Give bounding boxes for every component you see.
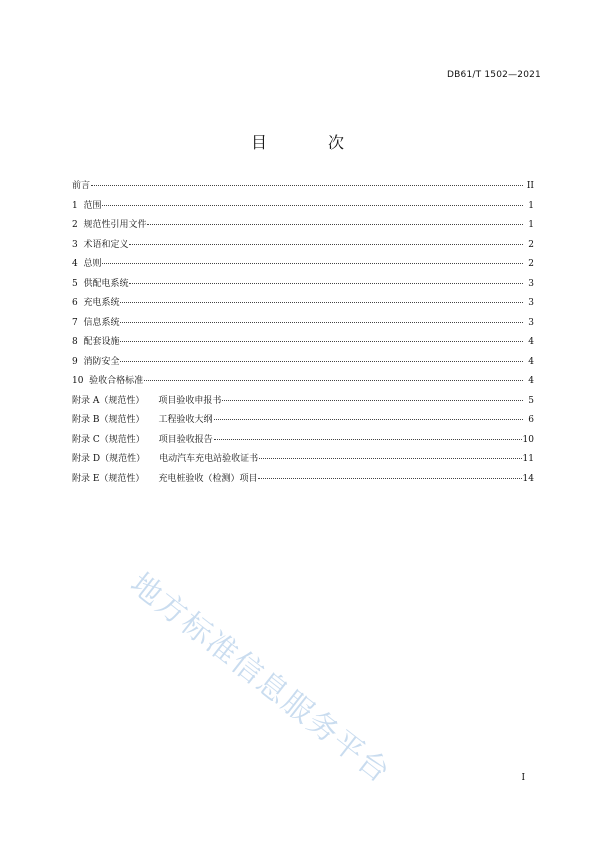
toc-subtitle: 电动汽车充电站验收证书 (159, 454, 259, 464)
toc-item-4[interactable] (72, 256, 534, 276)
watermark: 地方标准信息服务平台 (123, 566, 398, 791)
toc-leader (129, 283, 523, 284)
toc-leader (259, 458, 521, 459)
toc-page: 5 (528, 395, 534, 406)
toc-item-appendix-e[interactable] (72, 471, 534, 491)
toc-item-appendix-b[interactable] (72, 412, 534, 432)
toc-item-9[interactable] (72, 354, 534, 374)
toc-page: 1 (528, 200, 534, 211)
toc-label: 附录 C（规范性） (72, 434, 145, 445)
toc-page: 3 (528, 298, 534, 308)
toc-item-5[interactable] (72, 276, 534, 296)
toc-label: 3 术语和定义 (72, 239, 129, 250)
toc-label: 附录 E（规范性） (72, 473, 145, 484)
toc-page: 6 (528, 415, 534, 425)
toc-page: 11 (522, 454, 534, 464)
toc-page: 2 (528, 259, 534, 269)
toc-item-3[interactable] (72, 237, 534, 257)
toc-label: 附录 D（规范性） (72, 454, 146, 464)
toc-leader (120, 302, 523, 303)
toc-label: 8 配套设施 (72, 337, 120, 347)
toc-leader (102, 263, 523, 264)
toc-label: 附录 B（规范性） (72, 415, 145, 425)
toc-leader (120, 361, 523, 362)
toc-leader (147, 224, 523, 225)
toc-page: 10 (522, 434, 534, 445)
toc-leader (144, 380, 523, 381)
toc-leader (214, 419, 524, 420)
toc-leader (120, 341, 523, 342)
toc-label: 4 总则 (72, 259, 102, 269)
toc-label: 10 验收合格标准 (72, 376, 144, 386)
toc-leader (91, 185, 523, 186)
toc-leader (129, 244, 523, 245)
toc-leader (258, 478, 521, 479)
toc-leader (222, 400, 523, 401)
toc-item-2[interactable] (72, 217, 534, 237)
toc-label: 1 范围 (72, 200, 102, 211)
toc-leader (120, 322, 523, 323)
toc-item-appendix-d[interactable] (72, 451, 534, 471)
toc-page: 14 (522, 473, 534, 484)
toc-subtitle: 充电桩验收（检测）项目 (158, 473, 258, 484)
toc-subtitle: 项目验收报告 (158, 434, 213, 445)
toc-label: 前言 (72, 181, 91, 191)
toc-page: II (526, 181, 534, 191)
toc-page: 4 (528, 337, 534, 347)
toc-page: 2 (528, 239, 534, 250)
toc-item-1[interactable] (72, 198, 534, 218)
toc-leader (214, 439, 522, 440)
page-title: 目 次 (250, 133, 373, 152)
standard-code: DB61/T 1502—2021 (447, 70, 541, 80)
toc-item-appendix-c[interactable] (72, 432, 534, 452)
toc-item-foreword[interactable] (72, 178, 534, 198)
toc-label: 5 供配电系统 (72, 278, 129, 289)
toc-item-6[interactable] (72, 295, 534, 315)
toc-item-10[interactable] (72, 373, 534, 393)
toc-page: 3 (528, 317, 534, 328)
toc-item-8[interactable] (72, 334, 534, 354)
toc-page: 4 (528, 376, 534, 386)
toc-item-appendix-a[interactable] (72, 393, 534, 413)
toc-page: 4 (528, 356, 534, 367)
toc-label: 7 信息系统 (72, 317, 120, 328)
toc-label: 2 规范性引用文件 (72, 220, 147, 230)
toc-label: 6 充电系统 (72, 298, 120, 308)
toc-page: 1 (528, 220, 534, 230)
table-of-contents (72, 178, 534, 490)
toc-label: 附录 A（规范性） (72, 395, 145, 406)
toc-subtitle: 项目验收申报书 (158, 395, 222, 406)
toc-item-7[interactable] (72, 315, 534, 335)
page-number: I (521, 773, 525, 783)
toc-subtitle: 工程验收大纲 (158, 415, 213, 425)
toc-leader (102, 205, 523, 206)
toc-label: 9 消防安全 (72, 356, 120, 367)
toc-page: 3 (528, 278, 534, 289)
